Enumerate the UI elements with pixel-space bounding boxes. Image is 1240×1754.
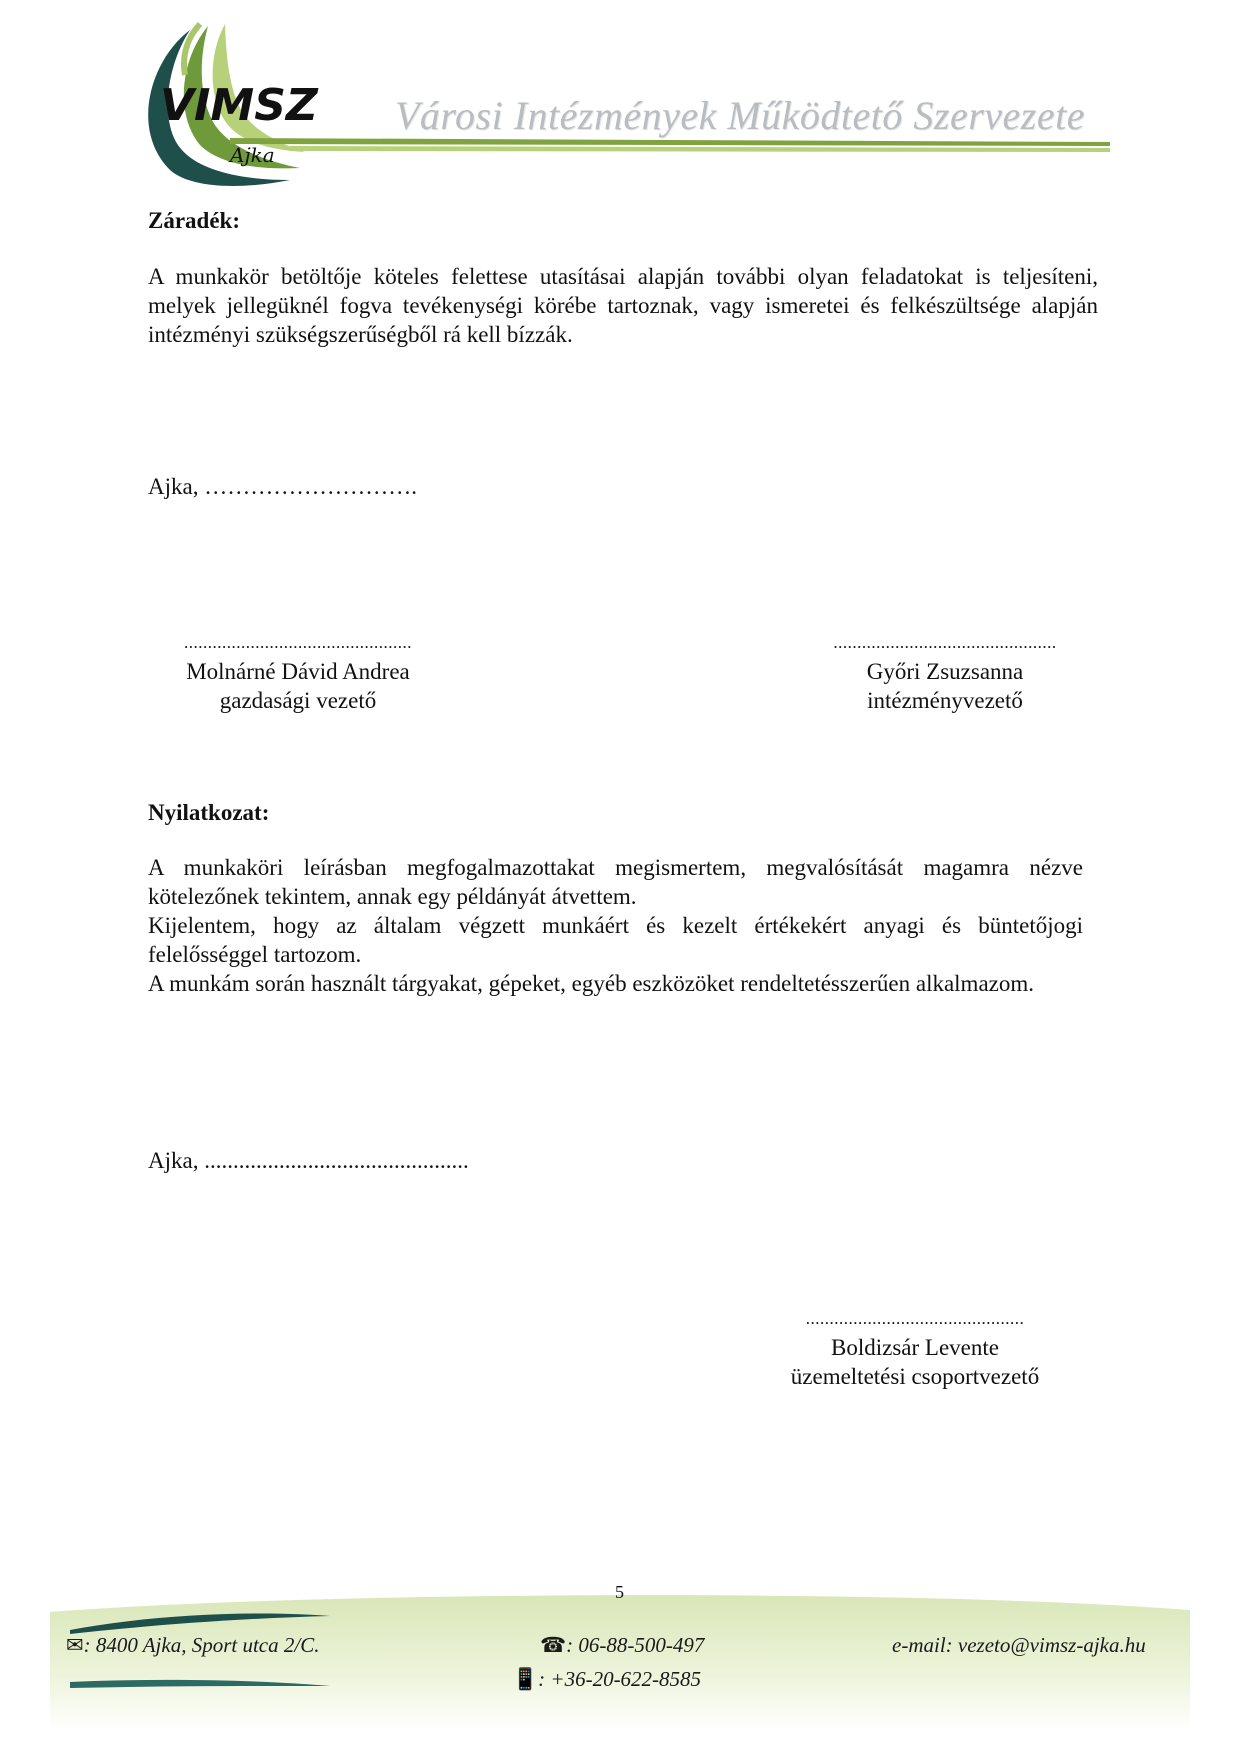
signatory-title: gazdasági vezető [219, 688, 377, 713]
nyilatkozat-paragraph: Kijelentem, hogy az általam végzett munkáért és kezelt értékekért anyagi és büntetőjogi felelősséggel tartozom. [148, 913, 1083, 967]
nyilatkozat-text [148, 853, 1083, 998]
footer-mobile [512, 1667, 701, 1692]
nyilatkozat-heading: Nyilatkozat: [148, 800, 270, 825]
zaradek-place-date: Ajka, ………………………. [148, 474, 417, 499]
footer-email: e-mail: vezeto@vimsz-ajka.hu [892, 1633, 1146, 1657]
signature-block-operations [765, 1304, 1065, 1391]
zaradek-heading: Záradék: [148, 208, 240, 233]
signature-block-right [795, 628, 1095, 715]
footer-address [66, 1633, 319, 1658]
organization-name: Városi Intézmények Működtető Szervezete [395, 93, 1085, 138]
nyilatkozat-paragraph: A munkám során használt tárgyakat, gépeket, egyéb eszközöket rendeltetésszerűen alkalmazom. [148, 971, 1035, 996]
phone-text: : 06-88-500-497 [566, 1633, 705, 1657]
address-text: : 8400 Ajka, Sport utca 2/C. [83, 1633, 320, 1657]
signatory-name: Boldizsár Levente [831, 1335, 999, 1360]
signature-line: .............................................. [805, 1309, 1025, 1328]
signatory-title: üzemeltetési csoportvezető [790, 1364, 1040, 1389]
signatory-title: intézményvezető [867, 688, 1023, 713]
zaradek-text: A munkakör betöltője köteles felettese utasításai alapján további olyan feladatokat is teljesíteni, melyek jellegüknél fogva tevékenységi körébe tartoznak, vagy ismeretei és felkészültsége alapján intézményi szükségszerűségből rá kell bízzák. [148, 264, 1098, 347]
page-number: 5 [615, 1582, 624, 1602]
header-rule [230, 132, 1110, 156]
envelope-icon: ✉ [66, 1633, 84, 1657]
vimsz-logo [130, 20, 350, 190]
svg-text:VIMSZ: VIMSZ [160, 80, 318, 131]
mobile-text: : +36-20-622-8585 [538, 1667, 702, 1691]
signature-block-left [148, 628, 448, 715]
footer-phone [540, 1633, 704, 1658]
signatory-name: Győri Zsuzsanna [866, 659, 1024, 684]
signatory-name: Molnárné Dávid Andrea [186, 659, 410, 684]
mobile-phone-icon: 📱 [512, 1667, 539, 1691]
signature-line: ............................................... [833, 633, 1057, 652]
telephone-icon: ☎ [540, 1633, 567, 1657]
nyilatkozat-paragraph: A munkaköri leírásban megfogalmazottakat megismertem, megvalósítását magamra nézve kötelezőnek tekintem, annak egy példányát átvettem. [148, 855, 1083, 909]
nyilatkozat-place-date: Ajka, .............................................. [148, 1148, 469, 1173]
signature-line: ................................................ [184, 633, 412, 652]
svg-text:Ajka: Ajka [230, 143, 275, 167]
